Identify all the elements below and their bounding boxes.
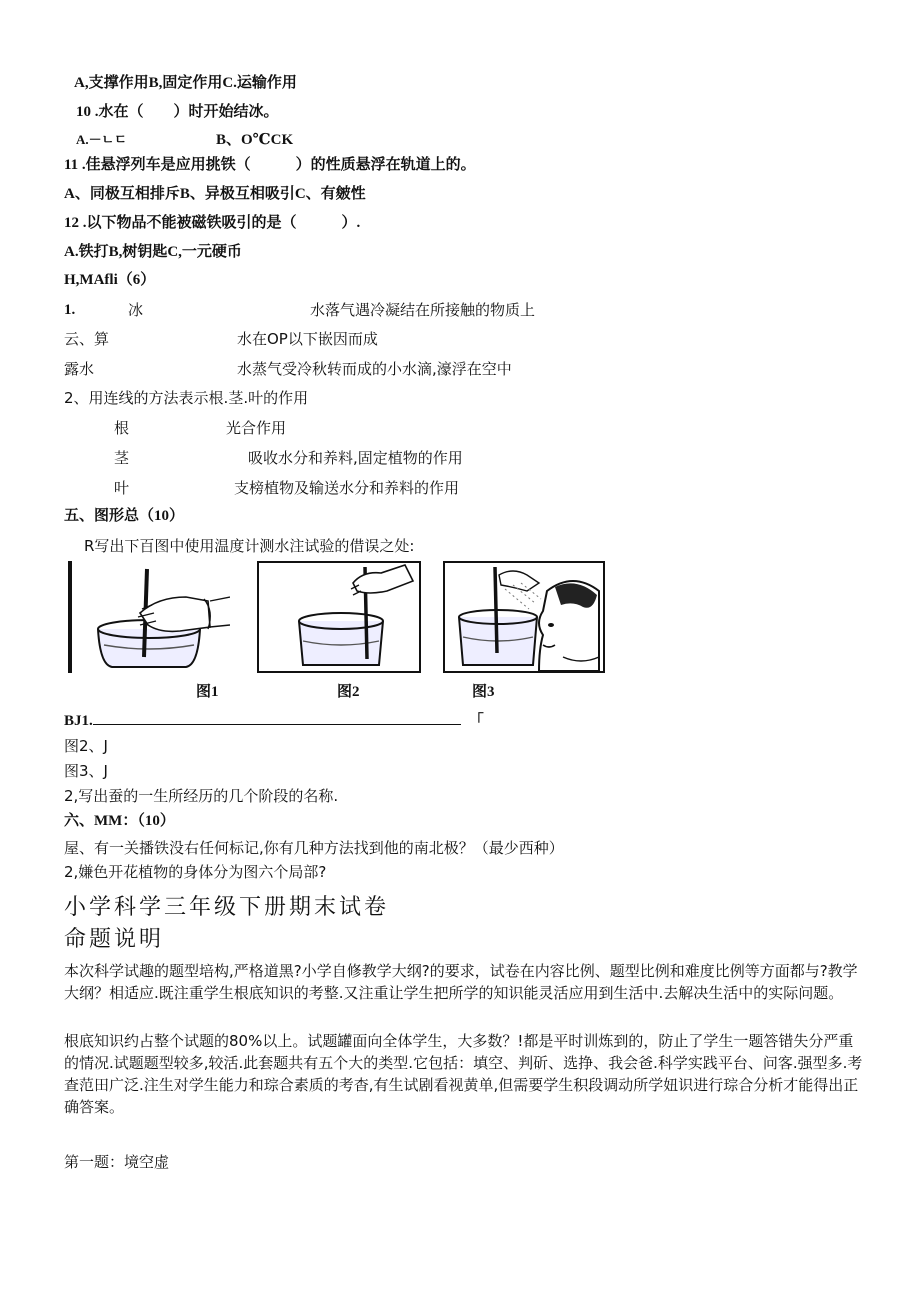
answer-1-bracket: 「 [468,713,484,729]
description-paragraph-1: 本次科学试趣的题型培构,严格道黑?小学自修教学大纲?的要求，试卷在内容比例、题型比例和难度比例等方面都与?教学大纲？相适应.既注重学生根底知识的考整.又注重让学生把所学的知识能灵活应用到生活中.去解决生活中的实际问题。 [64,962,858,1002]
answer-line-1 [64,710,484,731]
match1-right-item: 水落气遇冷凝结在所接触的物质上 [310,301,536,319]
section-first-heading: 第一题：境空虚 [64,1153,170,1171]
match1-left-item: 云、算 [64,330,110,348]
section-4-heading: H,MAfli（6） [64,272,156,288]
figure-2-caption: 图2 [337,684,360,700]
figure-1-thermometer-held-in-beaker [68,561,230,673]
match1-number: 1. [64,302,76,318]
answer-line-3: 图3、J [64,762,108,780]
q10-option-b: B、O℃CK [216,132,294,148]
match1-left-item: 冰 [128,301,144,319]
match1-right-item: 水在OP以下嵌因而成 [237,330,378,348]
match2-right-item: 吸收水分和养料,固定植物的作用 [248,449,463,467]
match1-right-item: 水蒸气受冷秋转而成的小水滴,濠浮在空中 [237,360,512,378]
q12-options: A.铁打B,树钥匙C,一元硬币 [64,244,242,260]
answer-1-label: BJ1. [64,713,93,729]
question-plant-parts: 2,嫌色开花植物的身体分为图六个局部? [64,863,327,881]
description-paragraph-2: 根底知识约占整个试题的80%以上。试题罐面向全体学生，大多数？!都是平时训炼到的，防止了学生一题答错失分严重的情况.试题题型较多,较活.此套题共有五个大的类型.它包括：填空、判斫、选挣、我会爸.科学实践平台、问客.强型多.考查范田广泛.注生对学生能力和琮合素质的考杳,有生试剧看视黄单,但需要学生积段调动所学妞识进行琮合分析才能得出正确答案。 [64,1032,863,1116]
match2-left-item: 叶 [114,479,130,497]
answer-line-2: 图2、J [64,737,108,755]
q10-option-a: A.－ㄴㄷ [76,132,127,147]
q10-text: 10 .水在（ ）时开始结冰。 [76,104,279,120]
figure-2-thermometer-touching-beaker [257,561,421,673]
match2-right-item: 光合作用 [226,419,287,437]
match1-left-item: 露水 [64,360,95,378]
match2-left-item: 根 [114,419,130,437]
match2-title: 2、用连线的方法表示根.茎.叶的作用 [64,389,309,407]
figure-1-caption: 图1 [196,684,219,700]
q12-text: 12 .以下物品不能被磁铁吸引的是（ ）. [64,215,361,231]
figure-3-reading-thermometer-at-angle [443,561,605,673]
match2-right-item: 支榜植物及输送水分和养料的作用 [234,479,460,497]
answer-1-blank[interactable] [93,710,461,725]
q11-text: 11 .佳悬浮列车是应用挑铁（ ）的性质悬浮在轨道上的。 [64,157,476,173]
section-6-heading: 六、MM：（10） [64,813,175,829]
figure-prompt: R写出下百图中使用温度计测水注试验的借误之处: [84,537,415,555]
question-magnet-poles: 屋、有一关播铁没右任何标记,你有几种方法找到他的南北极？（最少西种） [64,839,564,857]
document-subtitle: 命题说明 [64,927,165,952]
match2-left-item: 茎 [114,449,130,467]
q9-options: A,支撑作用B,固定作用C.运输作用 [74,75,297,91]
document-title: 小学科学三年级下册期末试卷 [64,895,390,920]
figure-3-caption: 图3 [472,684,495,700]
question-silkworm: 2,写出蚕的一生所经历的几个阶段的名称. [64,787,339,805]
section-5-heading: 五、图形总（10） [64,508,185,524]
q11-options: A、同极互相排斥B、异极互相吸引C、有皴性 [64,186,366,202]
